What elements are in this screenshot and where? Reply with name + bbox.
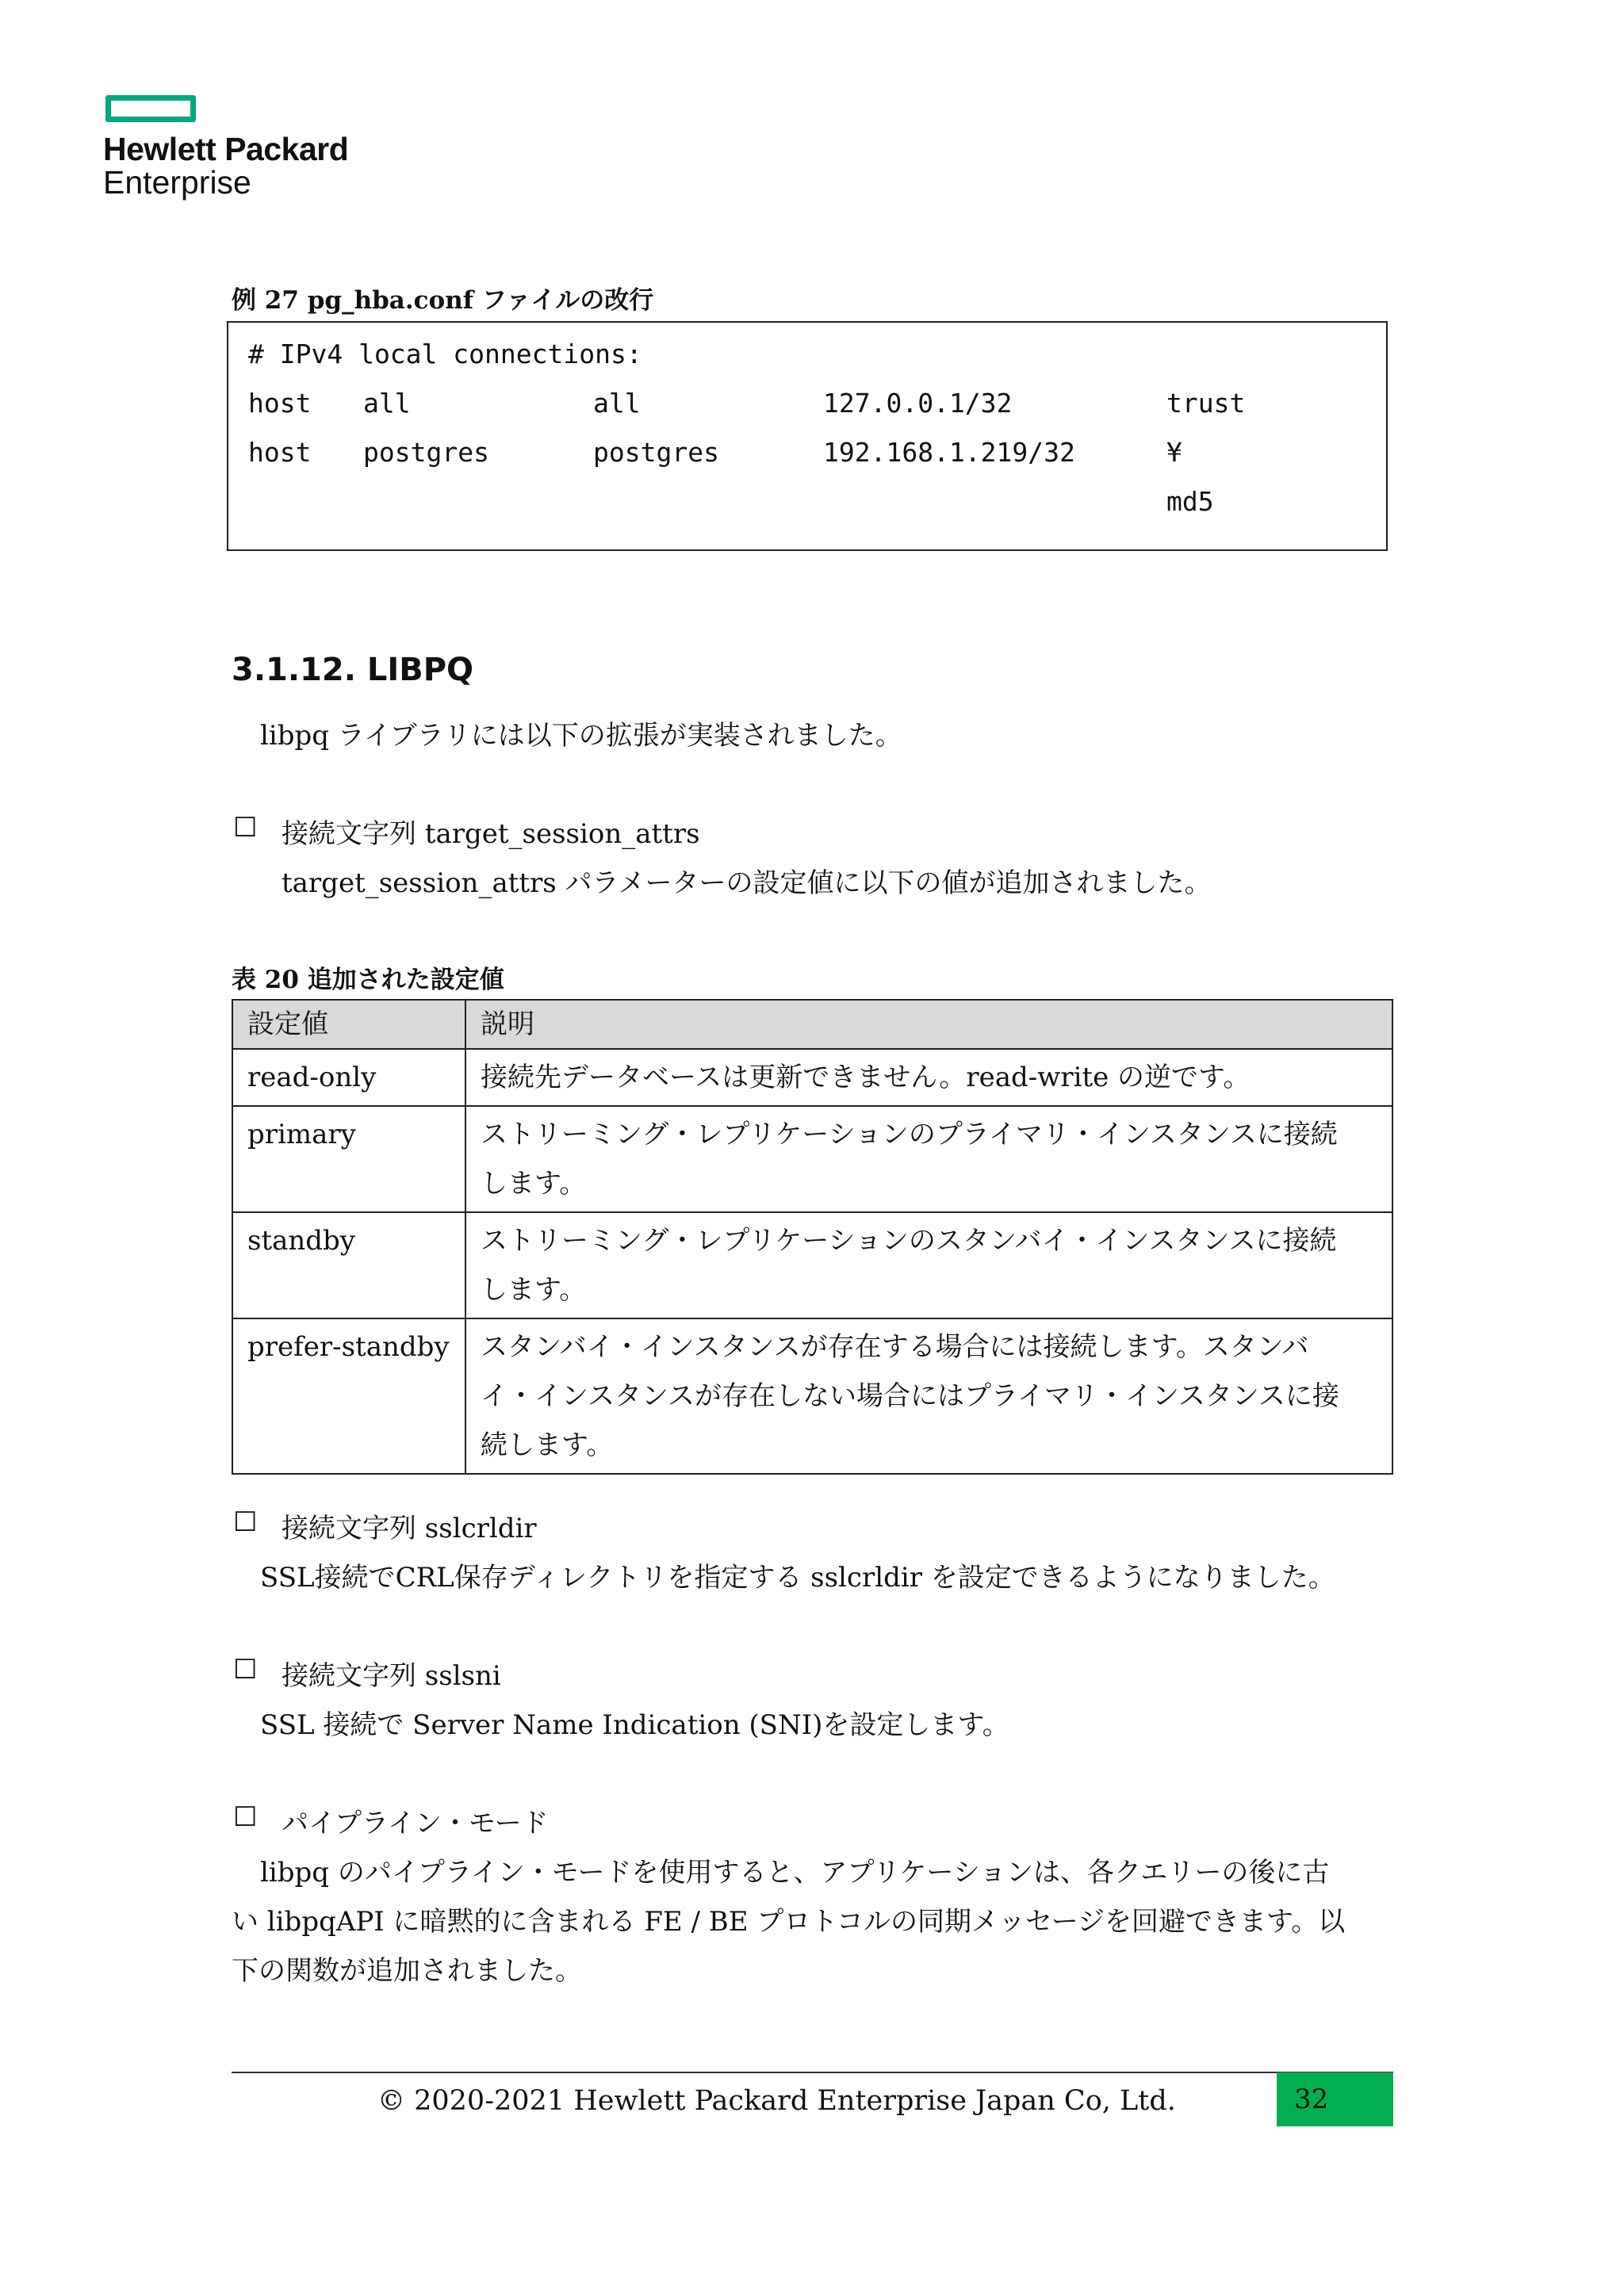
item-title-pipeline: パイプライン・モード (282, 1808, 549, 1839)
code-cell: all (363, 388, 411, 419)
code-cell: all (593, 388, 641, 419)
item-desc-sslsni: SSL 接続で Server Name Indication (SNI)を設定します。 (260, 1709, 1009, 1741)
code-comment: # IPv4 local connections: (248, 339, 642, 369)
code-cell: ¥ (1166, 437, 1182, 468)
table-caption: 表 20 追加された設定値 (232, 966, 504, 994)
desc-line: ストリーミング・レプリケーションのスタンバイ・インスタンスに接続 (481, 1225, 1337, 1257)
setting-desc (465, 1318, 1392, 1474)
checkbox-icon: ☐ (233, 1506, 258, 1538)
code-cell: host (248, 388, 312, 419)
table-row (232, 1106, 1392, 1212)
table-row (232, 1212, 1392, 1318)
checkbox-icon: ☐ (233, 1654, 258, 1686)
code-box (227, 321, 1388, 551)
section-heading: 3.1.12. LIBPQ (232, 652, 474, 688)
table-row (232, 1318, 1392, 1474)
setting-desc (465, 1212, 1392, 1318)
column-header: 設定値 (232, 1000, 465, 1049)
code-cell: 127.0.0.1/32 (823, 388, 1013, 419)
item-title-target-session-attrs: 接続文字列 target_session_attrs (282, 818, 700, 850)
code-cell: host (248, 437, 312, 468)
code-cell: postgres (593, 437, 719, 468)
desc-line: ストリーミング・レプリケーションのプライマリ・インスタンスに接続 (481, 1119, 1338, 1150)
setting-desc (465, 1106, 1392, 1212)
setting-desc (465, 1049, 1392, 1106)
example-caption: 例 27 pg_hba.conf ファイルの改行 (232, 286, 654, 315)
table-header-row (232, 1000, 1392, 1049)
footer-copyright: © 2020-2021 Hewlett Packard Enterprise Japan Co, Ltd. (377, 2085, 1176, 2117)
section-intro: libpq ライブラリには以下の拡張が実装されました。 (260, 720, 902, 752)
table-row (232, 1049, 1392, 1106)
code-cell: trust (1166, 388, 1246, 419)
item-desc-target-session-attrs: target_session_attrs パラメーターの設定値に以下の値が追加されました。 (282, 867, 1212, 899)
item-title-sslsni: 接続文字列 sslsni (282, 1660, 501, 1692)
item-desc-pipeline-line: libpq のパイプライン・モードを使用すると、アプリケーションは、各クエリーの後に古 (260, 1857, 1330, 1888)
settings-table (232, 999, 1393, 1475)
logo-text-line2: Enterprise (103, 164, 251, 201)
item-desc-pipeline-line: い libpqAPI に暗黙的に含まれる FE / BE プロトコルの同期メッセージを回避できます。以 (232, 1906, 1346, 1938)
code-cell: md5 (1166, 486, 1214, 517)
checkbox-icon: ☐ (233, 1801, 258, 1833)
desc-line: 接続先データベースは更新できません。read-write の逆です。 (481, 1062, 1251, 1093)
setting-value: prefer-standby (232, 1318, 465, 1474)
desc-line: します。 (481, 1168, 587, 1200)
page-number: 32 (1277, 2072, 1393, 2126)
setting-value: read-only (232, 1049, 465, 1106)
desc-line: イ・インスタンスが存在しない場合にはプライマリ・インスタンスに接 (481, 1380, 1339, 1412)
column-header: 説明 (465, 1000, 1392, 1049)
hpe-logo-bar (105, 95, 196, 122)
checkbox-icon: ☐ (233, 812, 258, 844)
code-cell: postgres (363, 437, 489, 468)
logo-text-line1: Hewlett Packard (103, 131, 349, 167)
footer-divider (232, 2072, 1393, 2073)
desc-line: します。 (481, 1274, 587, 1306)
setting-value: primary (232, 1106, 465, 1212)
desc-line: スタンバイ・インスタンスが存在する場合には接続します。スタンバ (481, 1331, 1309, 1363)
item-desc-sslcrldir: SSL接続でCRL保存ディレクトリを指定する sslcrldir を設定できるようになりました。 (260, 1562, 1335, 1594)
desc-line: 続します。 (481, 1429, 614, 1461)
item-title-sslcrldir: 接続文字列 sslcrldir (282, 1513, 537, 1544)
item-desc-pipeline-line: 下の関数が追加されました。 (232, 1955, 582, 1987)
setting-value: standby (232, 1212, 465, 1318)
code-cell: 192.168.1.219/32 (823, 437, 1075, 468)
